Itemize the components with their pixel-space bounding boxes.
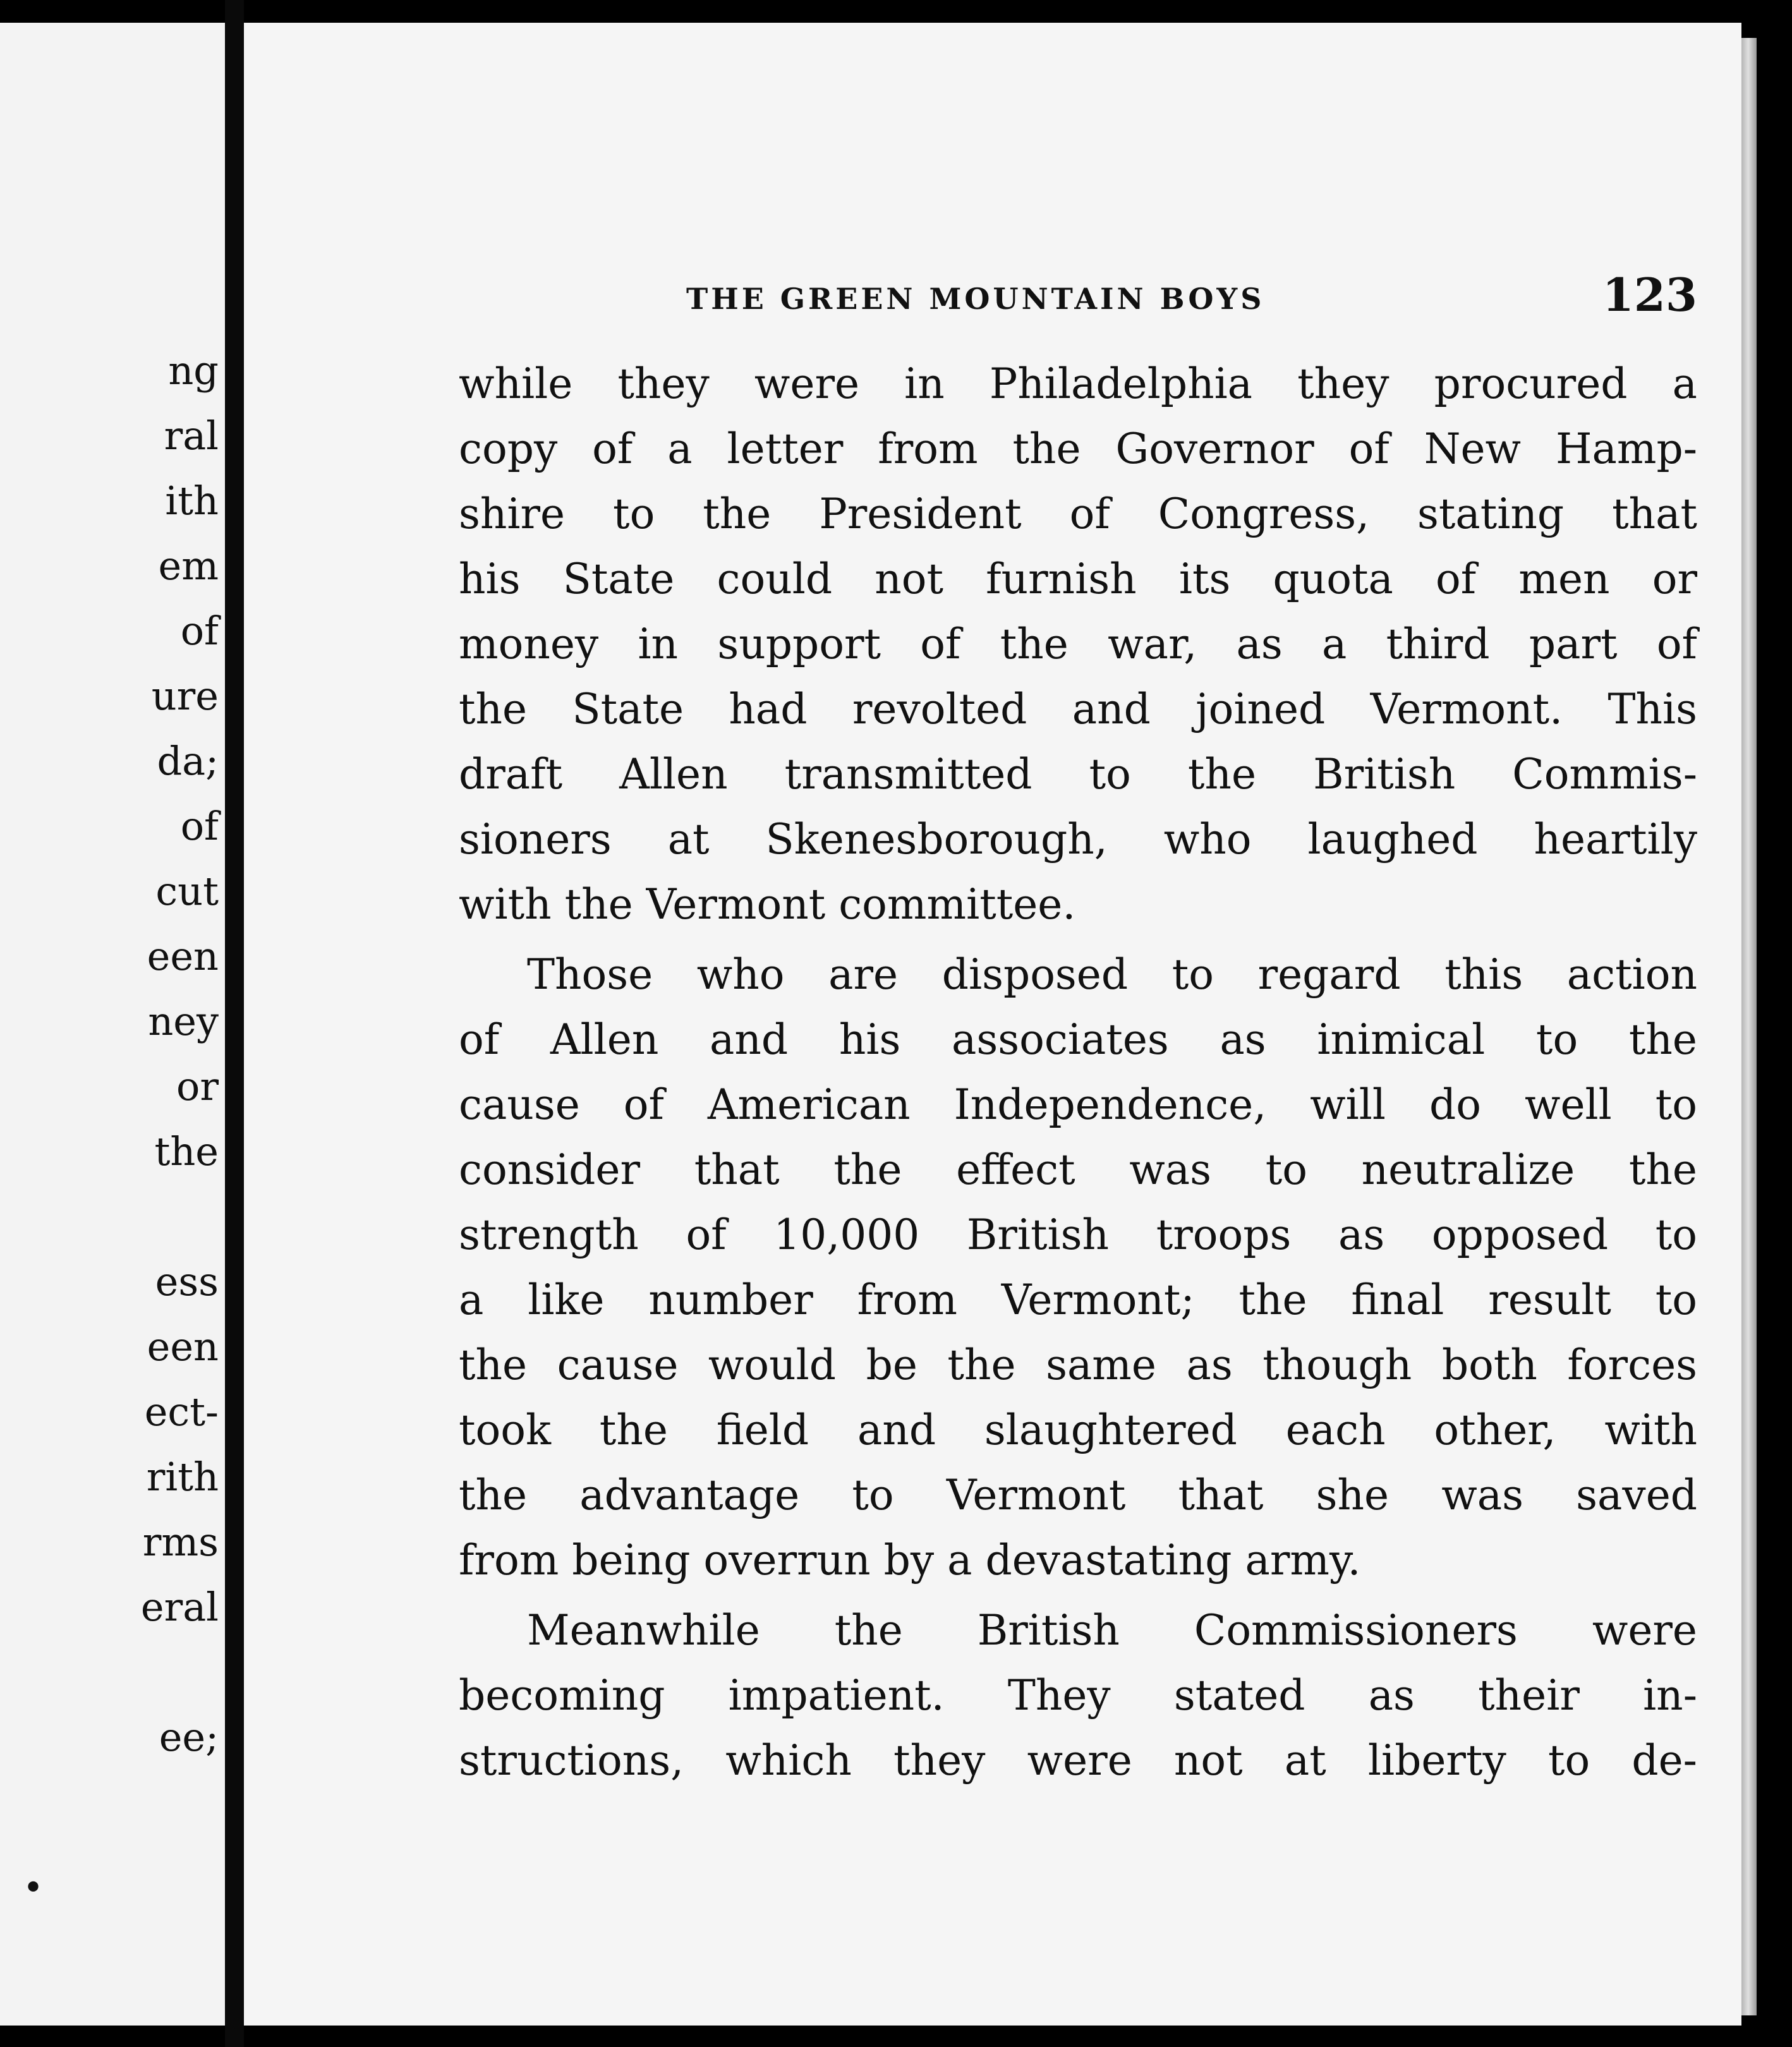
body-text	[459, 351, 1697, 1798]
page-edge	[1741, 38, 1757, 2015]
text-line: strength of 10,000 British troops as opposed to	[459, 1211, 1697, 1259]
paragraph	[459, 351, 1697, 937]
left-page-fragment: ure	[151, 673, 219, 719]
text-line: structions, which they were not at liberty to de-	[459, 1736, 1697, 1785]
left-page-fragment: the	[154, 1128, 219, 1174]
text-line: his State could not furnish its quota of men or	[459, 555, 1697, 603]
text-line: the cause would be the same as though both forces	[459, 1341, 1697, 1389]
text-line: Those who are disposed to regard this action	[527, 950, 1697, 999]
text-line: consider that the effect was to neutralize the	[459, 1145, 1697, 1194]
text-line: the State had revolted and joined Vermont. This	[459, 685, 1697, 734]
text-line: money in support of the war, as a third part of	[459, 620, 1697, 668]
text-line: from being overrun by a devastating army.	[459, 1536, 1361, 1585]
left-page	[0, 23, 225, 2026]
left-page-fragment: or	[176, 1063, 219, 1109]
left-page-fragment: ess	[155, 1259, 219, 1305]
left-page-fragment: em	[158, 543, 219, 589]
left-page-fragment: ng	[168, 347, 219, 394]
left-page-fragment: een	[147, 933, 219, 979]
text-line: Meanwhile the British Commissioners were	[527, 1606, 1697, 1655]
paragraph	[459, 942, 1697, 1593]
left-page-fragment: cut	[155, 868, 219, 914]
left-page-fragment: of	[180, 803, 219, 849]
text-line: sioners at Skenesborough, who laughed heartily	[459, 815, 1697, 864]
page-number: 123	[1602, 268, 1697, 322]
text-line: shire to the President of Congress, stating that	[459, 490, 1697, 538]
right-page	[244, 23, 1741, 2026]
paragraph	[459, 1598, 1697, 1793]
left-page-mark: •	[23, 1868, 44, 1909]
text-line: becoming impatient. They stated as their in-	[459, 1671, 1697, 1720]
gutter	[225, 0, 244, 2047]
left-page-fragment: da;	[157, 738, 219, 784]
text-line: of Allen and his associates as inimical to the	[459, 1015, 1697, 1064]
left-page-fragment: een	[147, 1324, 219, 1370]
text-line: copy of a letter from the Governor of New Hamp-	[459, 425, 1697, 473]
text-line: the advantage to Vermont that she was saved	[459, 1471, 1697, 1519]
text-line: with the Vermont committee.	[459, 880, 1076, 929]
left-page-fragment: ral	[164, 413, 219, 459]
left-page-fragment: ith	[165, 478, 219, 524]
text-line: took the field and slaughtered each other, with	[459, 1406, 1697, 1454]
left-page-fragment: eral	[140, 1584, 219, 1630]
left-page-fragment: of	[180, 608, 219, 654]
running-head	[686, 268, 1697, 325]
left-page-fragment: ney	[148, 998, 219, 1044]
text-line: a like number from Vermont; the final result to	[459, 1276, 1697, 1324]
left-page-fragment: rith	[146, 1454, 219, 1500]
left-page-fragment: rms	[142, 1519, 219, 1565]
text-line: draft Allen transmitted to the British Commis-	[459, 750, 1697, 799]
text-line: cause of American Independence, will do well to	[459, 1080, 1697, 1129]
left-page-fragment: ee;	[159, 1714, 219, 1760]
running-head-title: THE GREEN MOUNTAIN BOYS	[686, 282, 1265, 316]
left-page-fragment: ect-	[144, 1389, 219, 1435]
text-line: while they were in Philadelphia they procured a	[459, 359, 1697, 408]
